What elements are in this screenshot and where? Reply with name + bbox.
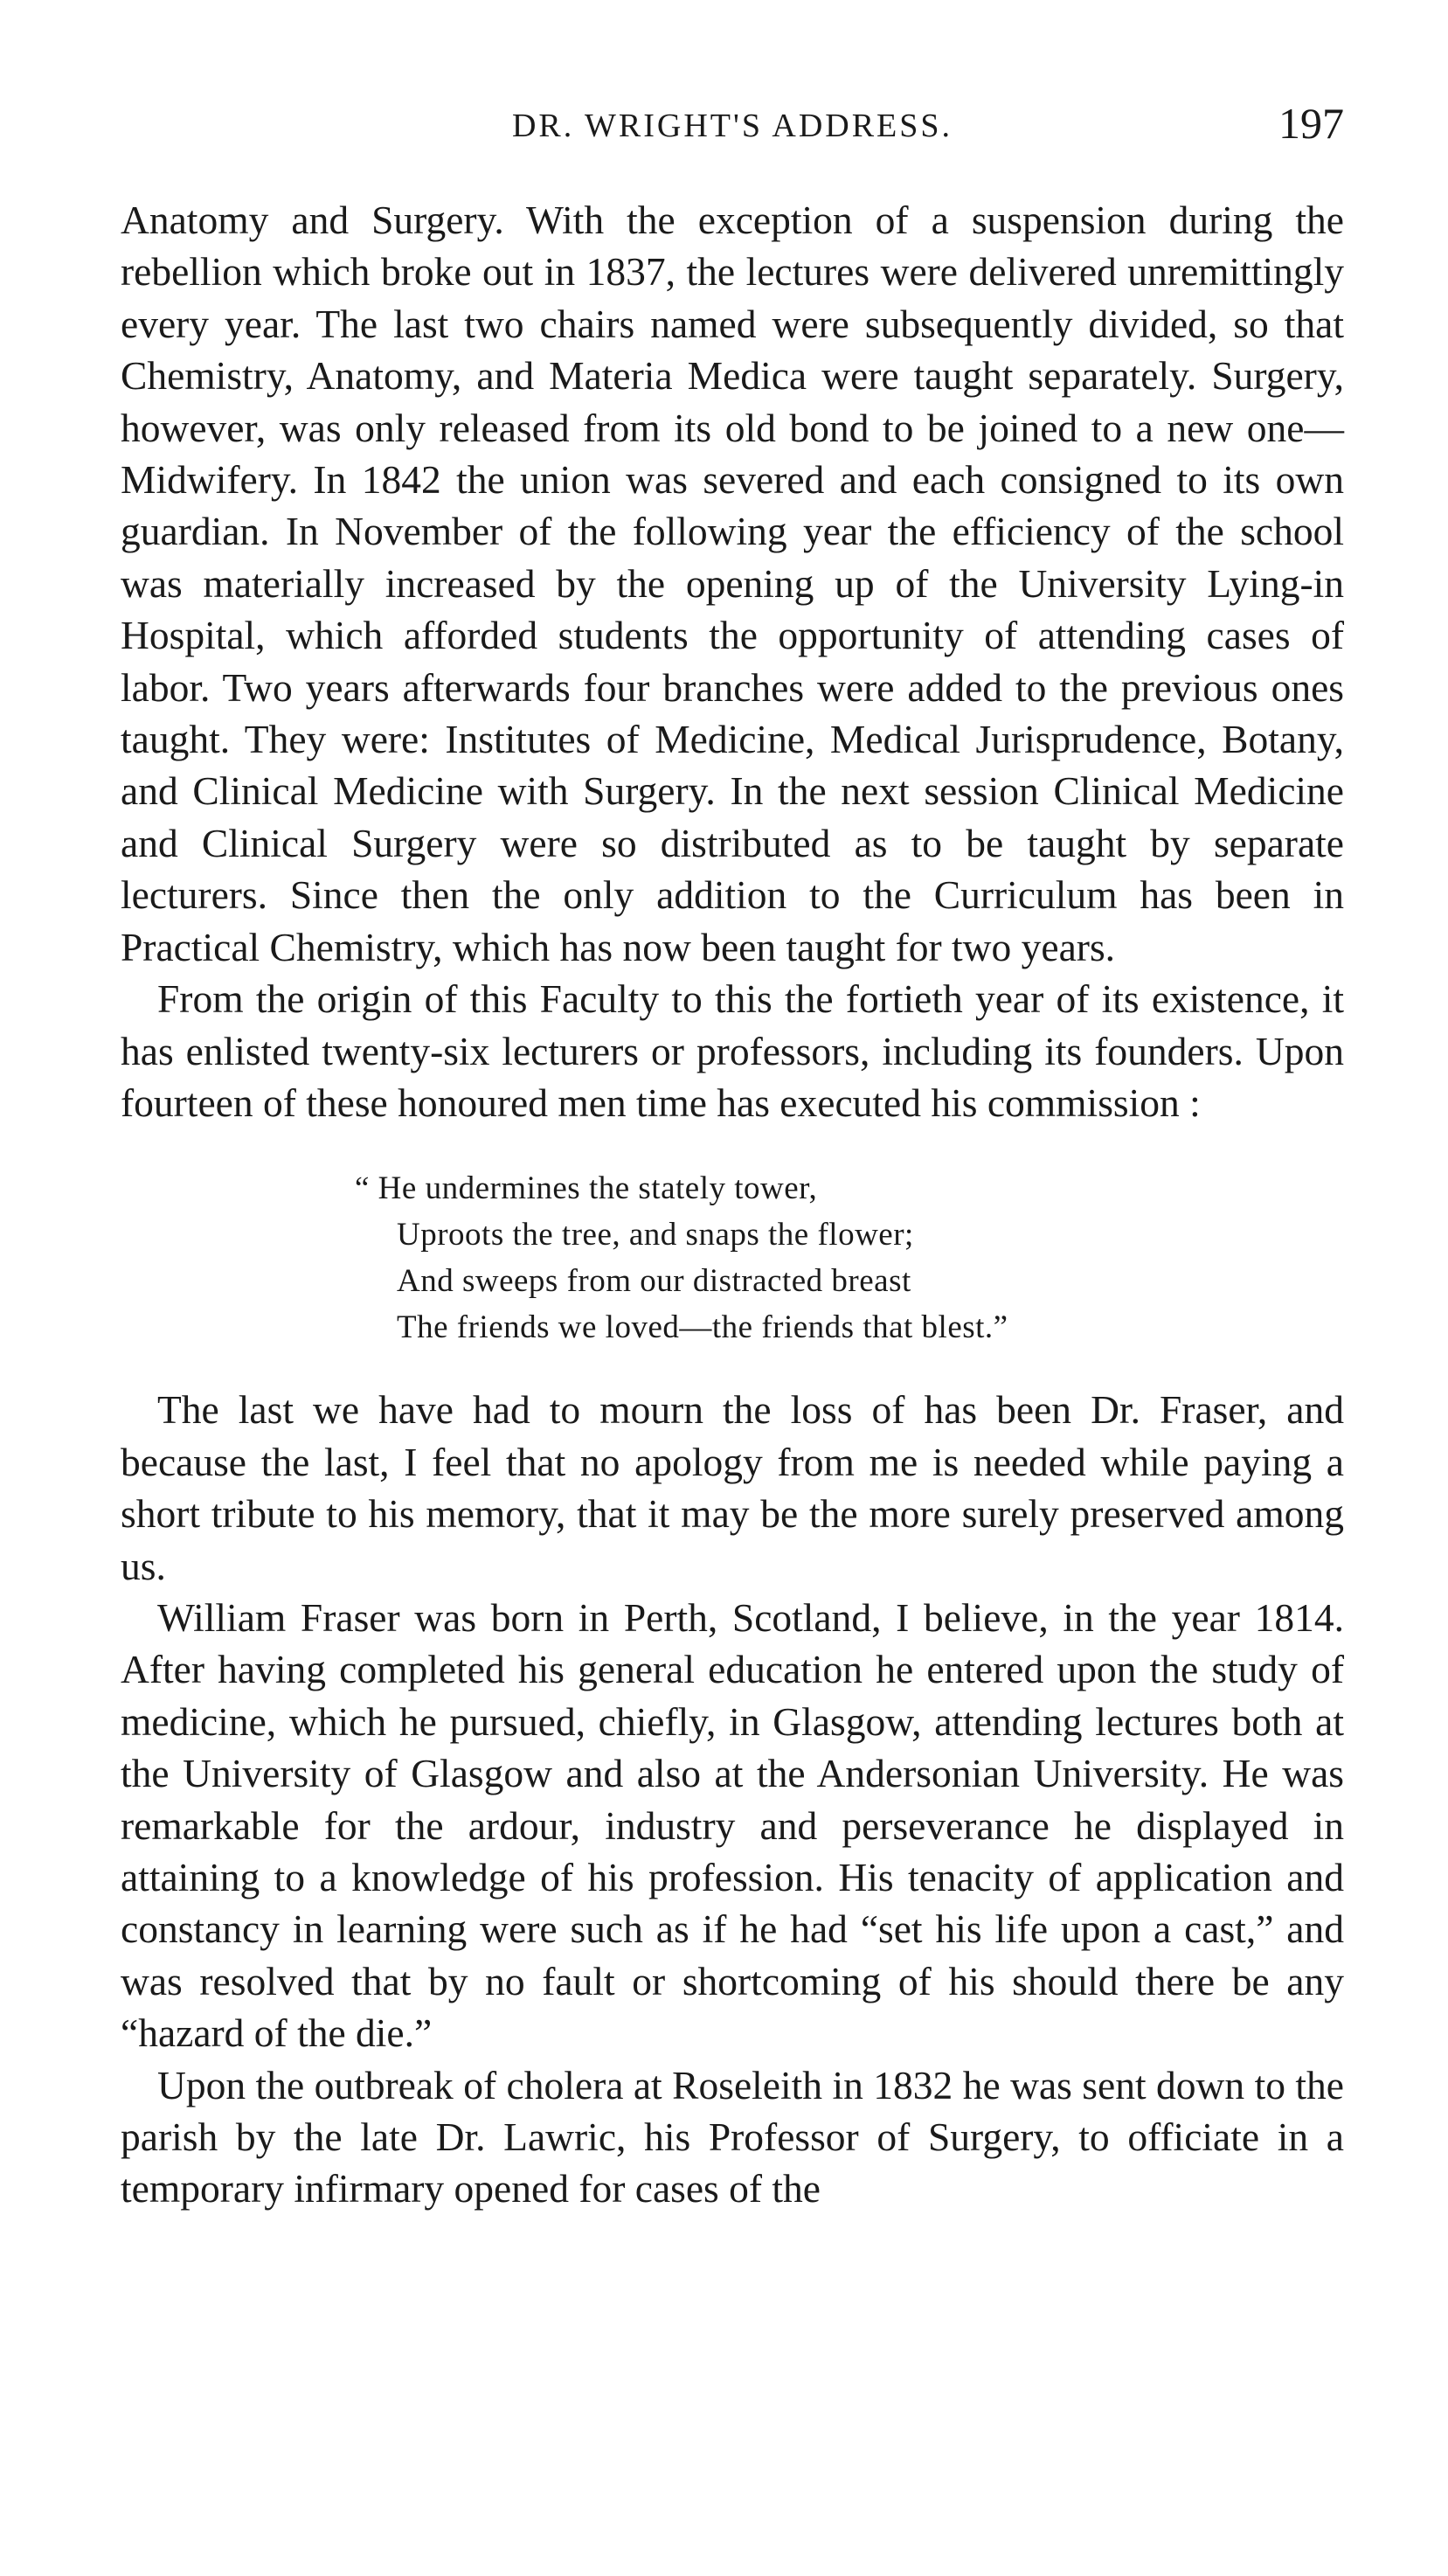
page-number: 197 [1278, 99, 1344, 148]
paragraph-faculty-origin: From the origin of this Faculty to this the fortieth year of its existence, it has enlisted twenty-six lecturers or professors, including its founders. Upon fourteen of these honoured men time has executed his commission : [121, 976, 1344, 1125]
running-title: DR. WRIGHT'S ADDRESS. [511, 108, 953, 144]
verse-line: “ He undermines the stately tower, [355, 1170, 818, 1207]
verse-line: The friends we loved—the friends that blest.” [397, 1309, 1008, 1346]
paragraph-william-fraser-biography: William Fraser was born in Perth, Scotland, I believe, in the year 1814. After having completed his general education he entered upon the study of medicine, which he pursued, chiefly, in Glasgow, attending lectures both at the University of Glasgow and also at the Andersonian University. He was remarkable for the ardour, industry and perseverance he displayed in attaining to a knowledge of his profession. His tenacity of application and constancy in learning were such as if he had “set his life upon a cast,” and was resolved that by no fault or shortcoming of his should there be any “hazard of the die.” [121, 1594, 1344, 2056]
verse-line: Uproots the tree, and snaps the flower; [397, 1217, 914, 1253]
verse-line: And sweeps from our distracted breast [397, 1263, 911, 1300]
paragraph-anatomy-and-surgery: Anatomy and Surgery. With the exception of a suspension during the rebellion which broke out in 1837, the lectures were delivered unremittingly every year. The last two chairs named were subsequently divided, so that Chemistry, Anatomy, and Materia Medica were taught separately. Surgery, however, was only released from its old bond to be joined to a new one—Midwifery. In 1842 the union was severed and each consigned to its own guardian. In November of the following year the efficiency of the school was materially increased by the opening up of the University Lying-in Hospital, which afforded students the opportunity of attending cases of labor. Two years afterwards four branches were added to the previous ones taught. They were: Institutes of Medicine, Medical Jurisprudence, Botany, and Clinical Medicine with Surgery. In the next session Clinical Medicine and Clinical Surgery were so distributed as to be taught by separate lecturers. Since then the only addition to the Curriculum has been in Practical Chemistry, which has now been taught for two years. [121, 198, 1344, 969]
running-head [121, 98, 1344, 159]
paragraph-cholera-outbreak: Upon the outbreak of cholera at Roseleith in 1832 he was sent down to the parish by the late Dr. Lawric, his Professor of Surgery, to officiate in a temporary infirmary opened for cases of the [121, 2062, 1344, 2211]
paragraph-dr-fraser-tribute: The last we have had to mourn the loss of has been Dr. Fraser, and because the last, I feel that no apology from me is needed while paying a short tribute to his memory, that it may be the more surely preserved among us. [121, 1387, 1344, 1588]
verse-quotation [355, 1165, 1344, 1350]
page-body [121, 194, 1344, 2215]
